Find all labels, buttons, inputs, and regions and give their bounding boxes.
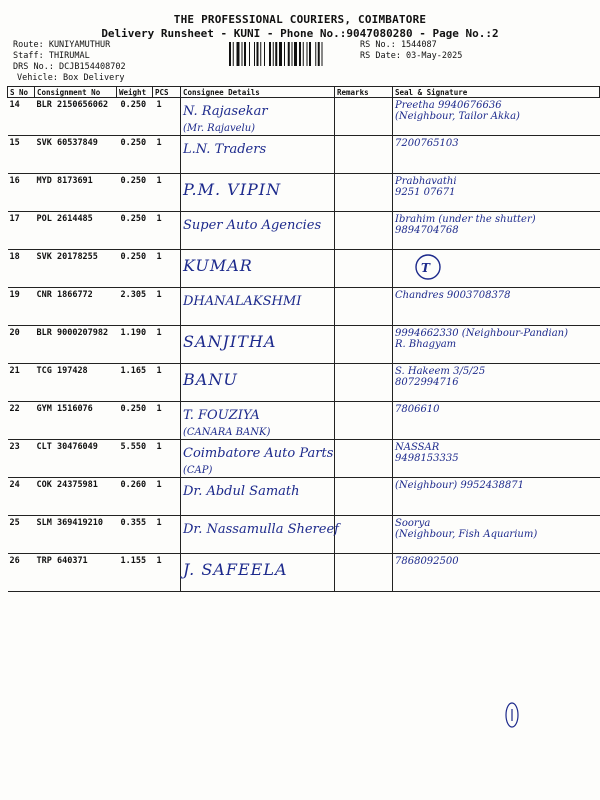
- row-seal-signature: [393, 98, 600, 136]
- row-sno: 16: [8, 174, 35, 212]
- row-pcs: 1: [153, 402, 181, 440]
- row-consignment-no: CLT 30476049: [35, 440, 117, 478]
- row-consignee-details: [181, 364, 335, 402]
- row-consignment-no: GYM 1516076: [35, 402, 117, 440]
- row-consignment-no: SVK 20178255: [35, 250, 117, 288]
- table-row: [8, 288, 600, 326]
- signature-handwriting: 7868092500: [395, 556, 459, 567]
- row-remarks: [335, 516, 393, 554]
- runsheet-table: [7, 86, 600, 592]
- row-remarks: [335, 478, 393, 516]
- row-remarks: [335, 174, 393, 212]
- row-remarks: [335, 326, 393, 364]
- row-consignment-no: TRP 640371: [35, 554, 117, 592]
- row-sno: 21: [8, 364, 35, 402]
- table-row: [8, 364, 600, 402]
- row-seal-signature: [393, 364, 600, 402]
- row-pcs: 1: [153, 250, 181, 288]
- table-row: [8, 554, 600, 592]
- consignee-handwriting: P.M. VIPIN: [183, 180, 282, 199]
- table-header-row: [8, 87, 600, 98]
- vehicle-info: Vehicle: Box Delivery: [17, 73, 125, 83]
- row-pcs: 1: [153, 174, 181, 212]
- row-consignee-details: [181, 136, 335, 174]
- document-title: THE PROFESSIONAL COURIERS, COIMBATORE: [173, 13, 427, 26]
- row-consignee-details: [181, 288, 335, 326]
- row-seal-signature: [393, 212, 600, 250]
- rs-number: RS No.: 1544087: [360, 40, 437, 50]
- consignee-note: (CANARA BANK): [183, 427, 271, 438]
- signature-handwriting: 9994662330 (Neighbour-Pandian): [395, 328, 569, 339]
- signature-handwriting: 7200765103: [395, 138, 459, 149]
- row-seal-signature: [393, 554, 600, 592]
- row-weight: 0.250: [117, 136, 153, 174]
- row-pcs: 1: [153, 136, 181, 174]
- table-row: [8, 326, 600, 364]
- row-seal-signature: [393, 136, 600, 174]
- stamp-mark: [413, 252, 443, 282]
- row-seal-signature: [393, 516, 600, 554]
- row-pcs: 1: [153, 212, 181, 250]
- consignee-handwriting: Super Auto Agencies: [183, 218, 322, 233]
- row-sno: 22: [8, 402, 35, 440]
- signature-note: 8072994716: [395, 377, 459, 388]
- table-row: [8, 402, 600, 440]
- signature-handwriting: (Neighbour) 9952438871: [395, 480, 524, 491]
- row-sno: 17: [8, 212, 35, 250]
- consignee-handwriting: BANU: [183, 370, 238, 389]
- row-remarks: [335, 212, 393, 250]
- row-consignment-no: MYD 8173691: [35, 174, 117, 212]
- signature-handwriting: 7806610: [395, 404, 440, 415]
- row-seal-signature: [393, 326, 600, 364]
- row-remarks: [335, 98, 393, 136]
- row-consignment-no: SVK 60537849: [35, 136, 117, 174]
- row-sno: 24: [8, 478, 35, 516]
- row-weight: 0.250: [117, 402, 153, 440]
- row-pcs: 1: [153, 364, 181, 402]
- row-pcs: 1: [153, 440, 181, 478]
- signature-note: 9498153335: [395, 453, 459, 464]
- consignee-handwriting: L.N. Traders: [183, 142, 267, 157]
- signature-note: R. Bhagyam: [395, 339, 457, 350]
- table-row: [8, 174, 600, 212]
- row-sno: 15: [8, 136, 35, 174]
- consignee-handwriting: KUMAR: [183, 256, 253, 275]
- row-sno: 23: [8, 440, 35, 478]
- row-consignee-details: [181, 402, 335, 440]
- row-weight: 2.305: [117, 288, 153, 326]
- col-header-weight: Weight: [117, 87, 153, 98]
- row-consignee-details: [181, 516, 339, 554]
- row-sno: 25: [8, 516, 35, 554]
- row-pcs: 1: [153, 326, 181, 364]
- row-consignee-details: [181, 98, 335, 136]
- signature-handwriting: Ibrahim (under the shutter): [395, 214, 536, 225]
- consignee-note: (Mr. Rajavelu): [183, 123, 256, 134]
- row-sno: 18: [8, 250, 35, 288]
- consignee-note: (CAP): [183, 465, 213, 476]
- route-info: Route: KUNIYAMUTHUR: [13, 40, 111, 50]
- row-seal-signature: [393, 250, 600, 288]
- row-weight: 0.250: [117, 98, 153, 136]
- row-consignment-no: COK 24375981: [35, 478, 117, 516]
- row-remarks: [335, 250, 393, 288]
- row-weight: 0.250: [117, 174, 153, 212]
- row-pcs: 1: [153, 516, 181, 554]
- row-weight: 0.250: [117, 212, 153, 250]
- staff-info: Staff: THIRUMAL: [13, 51, 90, 61]
- row-weight: 5.550: [117, 440, 153, 478]
- row-consignee-details: [181, 440, 335, 478]
- row-weight: 1.190: [117, 326, 153, 364]
- row-consignment-no: BLR 2150656062: [35, 98, 117, 136]
- drs-info: DRS No.: DCJB154408702: [13, 62, 126, 72]
- signature-note: (Neighbour, Fish Aquarium): [395, 529, 538, 540]
- table-row: [8, 516, 600, 554]
- document-subtitle: Delivery Runsheet - KUNI - Phone No.:9047080280 - Page No.:2: [101, 27, 499, 40]
- row-consignee-details: [181, 326, 335, 364]
- consignee-handwriting: T. FOUZIYA: [183, 408, 260, 423]
- table-row: [8, 136, 600, 174]
- rs-date: RS Date: 03-May-2025: [360, 51, 463, 61]
- consignee-handwriting: Coimbatore Auto Parts: [183, 446, 334, 461]
- signature-handwriting: S. Hakeem 3/5/25: [395, 366, 486, 377]
- signature-note: (Neighbour, Tailor Akka): [395, 111, 520, 122]
- row-consignment-no: POL 2614485: [35, 212, 117, 250]
- row-consignee-details: [181, 174, 335, 212]
- consignee-handwriting: Dr. Abdul Samath: [183, 484, 300, 499]
- row-remarks: [335, 288, 393, 326]
- row-consignment-no: BLR 9000207982: [35, 326, 117, 364]
- table-row: [8, 478, 600, 516]
- row-sno: 20: [8, 326, 35, 364]
- consignee-handwriting: Dr. Nassamulla Shereef: [183, 522, 339, 537]
- row-consignment-no: CNR 1866772: [35, 288, 117, 326]
- signature-note: 9251 07671: [395, 187, 456, 198]
- row-pcs: 1: [153, 98, 181, 136]
- col-header-pcs: PCS: [153, 87, 181, 98]
- signature-note: 9894704768: [395, 225, 459, 236]
- col-header-consignee: Consignee Details: [181, 87, 335, 98]
- signature-handwriting: NASSAR: [395, 442, 440, 453]
- row-remarks: [335, 440, 393, 478]
- page-mark-circle: [503, 700, 521, 730]
- consignee-handwriting: SANJITHA: [183, 332, 277, 351]
- table-row: [8, 98, 600, 136]
- row-pcs: 1: [153, 478, 181, 516]
- row-pcs: 1: [153, 554, 181, 592]
- row-seal-signature: [393, 174, 600, 212]
- consignee-handwriting: DHANALAKSHMI: [183, 294, 302, 309]
- signature-handwriting: Chandres 9003708378: [395, 290, 511, 301]
- signature-handwriting: Prabhavathi: [395, 176, 457, 187]
- row-sno: 14: [8, 98, 35, 136]
- row-consignment-no: TCG 197428: [35, 364, 117, 402]
- row-weight: 0.250: [117, 250, 153, 288]
- table-row: [8, 250, 600, 288]
- col-header-seal: Seal & Signature: [393, 87, 600, 98]
- row-remarks: [335, 402, 393, 440]
- row-sno: 26: [8, 554, 35, 592]
- barcode: [229, 42, 354, 66]
- row-weight: 1.165: [117, 364, 153, 402]
- row-weight: 0.260: [117, 478, 153, 516]
- row-remarks: [335, 364, 393, 402]
- table-row: [8, 212, 600, 250]
- row-seal-signature: [393, 478, 600, 516]
- col-header-sno: S No: [8, 87, 35, 98]
- svg-text:T: T: [421, 261, 430, 275]
- row-weight: 0.355: [117, 516, 153, 554]
- table-row: [8, 440, 600, 478]
- row-seal-signature: [393, 402, 600, 440]
- row-consignee-details: [181, 554, 335, 592]
- row-seal-signature: [393, 288, 600, 326]
- row-weight: 1.155: [117, 554, 153, 592]
- row-consignment-no: SLM 369419210: [35, 516, 117, 554]
- consignee-handwriting: N. Rajasekar: [183, 104, 268, 119]
- row-consignee-details: [181, 250, 335, 288]
- col-header-remarks: Remarks: [335, 87, 393, 98]
- row-remarks: [335, 554, 393, 592]
- signature-handwriting: Soorya: [395, 518, 431, 529]
- consignee-handwriting: J. SAFEELA: [183, 560, 288, 579]
- row-remarks: [335, 136, 393, 174]
- row-consignee-details: [181, 212, 335, 250]
- row-sno: 19: [8, 288, 35, 326]
- row-consignee-details: [181, 478, 335, 516]
- row-pcs: 1: [153, 288, 181, 326]
- row-seal-signature: [393, 440, 600, 478]
- signature-handwriting: Preetha 9940676636: [395, 100, 502, 111]
- col-header-consignment: Consignment No: [35, 87, 117, 98]
